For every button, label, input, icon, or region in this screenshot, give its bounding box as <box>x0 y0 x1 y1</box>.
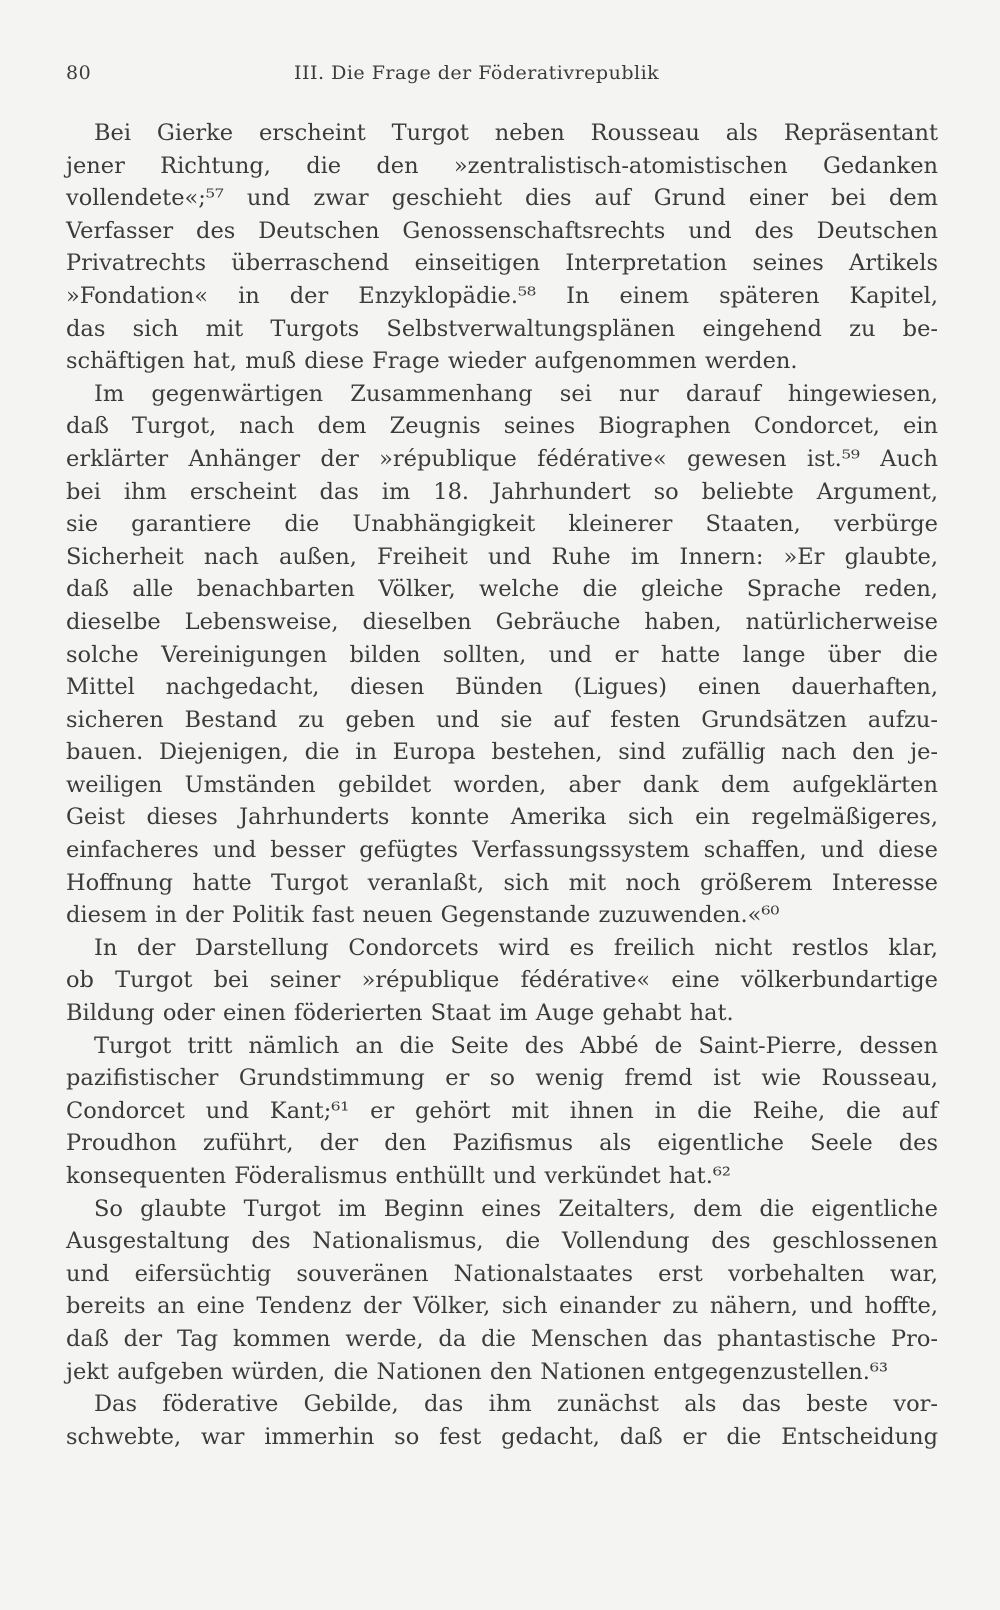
text-line: diesem in der Politik fast neuen Gegenstande zuzuwenden.«⁶⁰ <box>66 902 780 929</box>
text-line: daß Turgot, nach dem Zeugnis seines Biographen Condorcet, ein <box>66 413 938 440</box>
page-number: 80 <box>66 62 92 84</box>
text-line: bauen. Diejenigen, die in Europa bestehen, sind zufällig nach den je- <box>66 739 938 766</box>
text-line: »Fondation« in der Enzyklopädie.⁵⁸ In einem späteren Kapitel, <box>66 282 938 309</box>
text-line: So glaubte Turgot im Beginn eines Zeitalters, dem die eigentliche <box>94 1195 938 1222</box>
text-line: weiligen Umständen gebildet worden, aber dank dem aufgeklärten <box>66 771 938 798</box>
text-line: Hoffnung hatte Turgot veranlaßt, sich mit noch größerem Interesse <box>66 869 938 896</box>
text-line: und eifersüchtig souveränen Nationalstaates erst vorbehalten war, <box>66 1260 938 1287</box>
text-line: ob Turgot bei seiner »république fédérative« eine völkerbundartige <box>66 967 938 994</box>
text-line: Bei Gierke erscheint Turgot neben Rousseau als Repräsentant <box>94 120 938 146</box>
text-line: Turgot tritt nämlich an die Seite des Abbé de Saint-Pierre, dessen <box>94 1032 938 1059</box>
text-line: Im gegenwärtigen Zusammenhang sei nur darauf hingewiesen, <box>94 380 938 407</box>
text-line: vollendete«;⁵⁷ und zwar geschieht dies auf Grund einer bei dem <box>66 185 938 212</box>
page-header <box>66 62 936 92</box>
text-line: Condorcet und Kant;⁶¹ er gehört mit ihnen in die Reihe, die auf <box>66 1097 938 1124</box>
body-text <box>66 117 938 1453</box>
text-line: sie garantiere die Unabhängigkeit kleinerer Staaten, verbürge <box>66 511 938 538</box>
text-line: Sicherheit nach außen, Freiheit und Ruhe im Innern: »Er glaubte, <box>66 543 938 570</box>
text-line: daß der Tag kommen werde, da die Menschen das phantastische Pro- <box>66 1325 938 1352</box>
text-line: schwebte, war immerhin so fest gedacht, daß er die Entscheidung <box>66 1423 938 1450</box>
text-line: Privatrechts überraschend einseitigen Interpretation seines Artikels <box>66 250 938 277</box>
text-line: erklärter Anhänger der »république fédérative« gewesen ist.⁵⁹ Auch <box>66 445 938 472</box>
text-line: pazifistischer Grundstimmung er so wenig fremd ist wie Rousseau, <box>66 1065 938 1092</box>
text-line: Verfasser des Deutschen Genossenschaftsrechts und des Deutschen <box>66 217 938 244</box>
text-line: bei ihm erscheint das im 18. Jahrhundert so beliebte Argument, <box>66 478 938 505</box>
text-line: konsequenten Föderalismus enthüllt und verkündet hat.⁶² <box>66 1163 731 1189</box>
text-line: jekt aufgeben würden, die Nationen den Nationen entgegenzustellen.⁶³ <box>66 1358 888 1385</box>
text-line: Ausgestaltung des Nationalismus, die Vollendung des geschlossenen <box>66 1228 938 1255</box>
text-line: Bildung oder einen föderierten Staat im Auge gehabt hat. <box>66 1000 734 1027</box>
text-line: bereits an eine Tendenz der Völker, sich einander zu nähern, und hoffte, <box>66 1293 938 1320</box>
text-line: einfacheres und besser gefügtes Verfassungssystem schaffen, und diese <box>66 837 938 864</box>
text-line: Proudhon zuführt, der den Pazifismus als eigentliche Seele des <box>66 1130 938 1157</box>
text-line: solche Vereinigungen bilden sollten, und er hatte lange über die <box>66 641 938 668</box>
text-line: daß alle benachbarten Völker, welche die gleiche Sprache reden, <box>66 576 938 603</box>
text-line: In der Darstellung Condorcets wird es freilich nicht restlos klar, <box>94 934 938 961</box>
text-line: schäftigen hat, muß diese Frage wieder aufgenommen werden. <box>66 348 798 375</box>
text-line: dieselbe Lebensweise, dieselben Gebräuche haben, natürlicherweise <box>66 608 938 635</box>
text-line: Das föderative Gebilde, das ihm zunächst als das beste vor- <box>94 1391 938 1418</box>
text-line: Geist dieses Jahrhunderts konnte Amerika sich ein regelmäßigeres, <box>66 804 938 831</box>
text-line: Mittel nachgedacht, diesen Bünden (Ligues) einen dauerhaften, <box>66 674 938 701</box>
running-title: III. Die Frage der Föderativrepublik <box>294 62 660 84</box>
text-line: jener Richtung, die den »zentralistisch-atomistischen Gedanken <box>66 152 938 179</box>
text-line: das sich mit Turgots Selbstverwaltungsplänen eingehend zu be- <box>66 315 938 342</box>
text-line: sicheren Bestand zu geben und sie auf festen Grundsätzen aufzu- <box>66 706 938 733</box>
